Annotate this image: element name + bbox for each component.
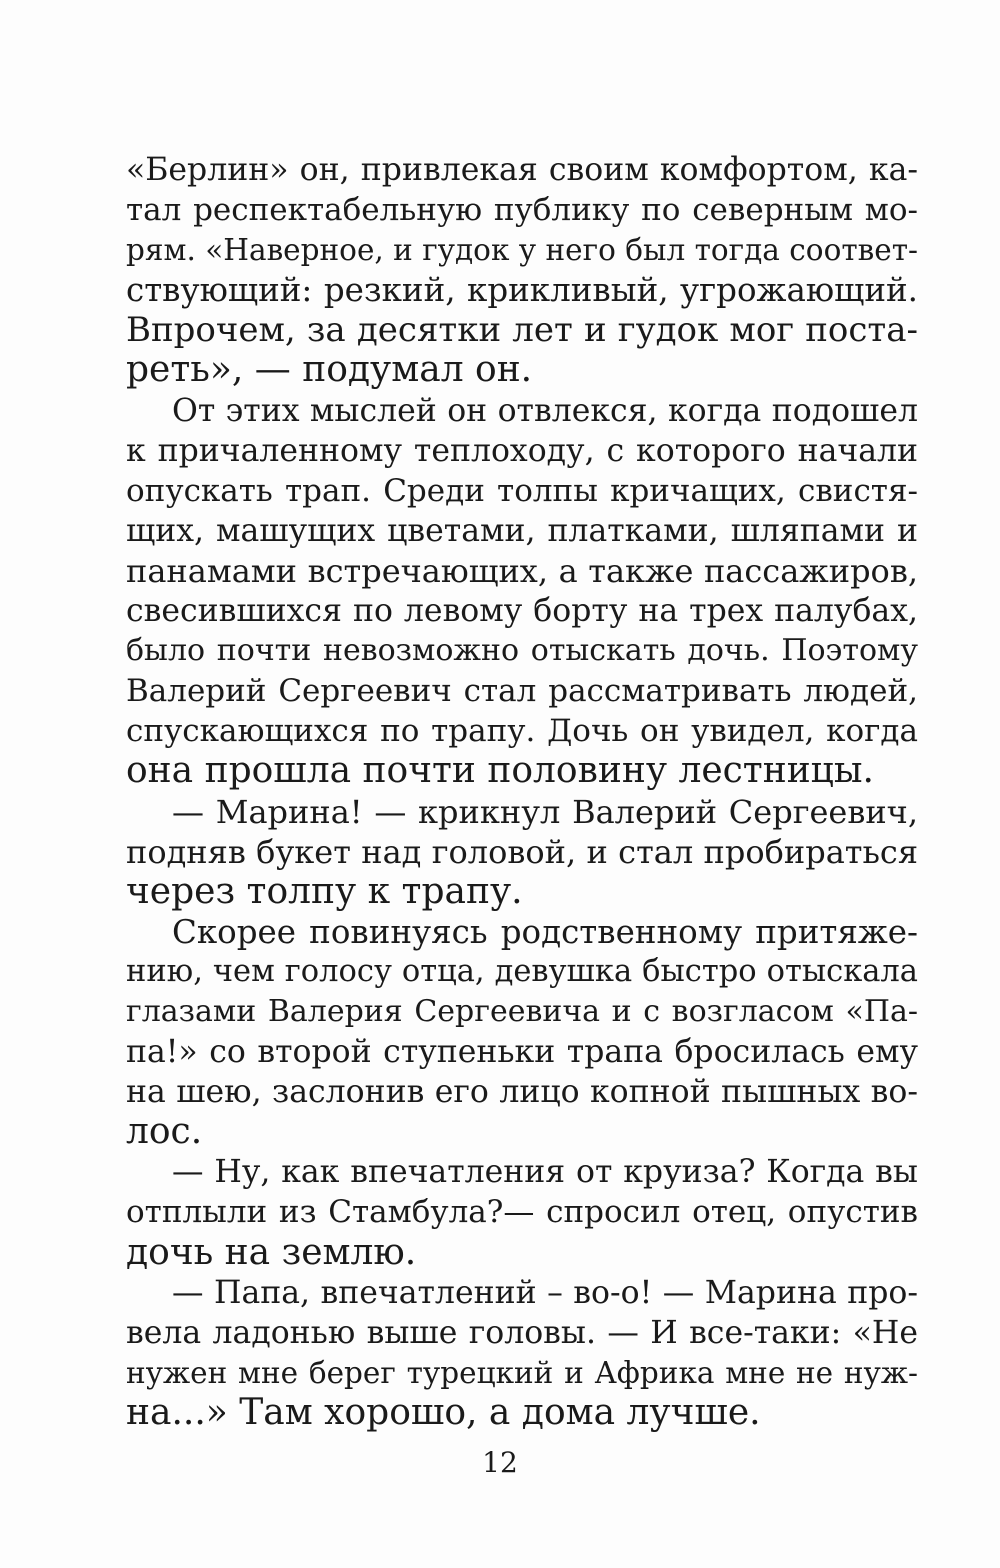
paragraph — [126, 1273, 918, 1433]
text-line: — Марина! — крикнул Валерий Сергеевич, — [172, 792, 918, 831]
text-line: лос. — [126, 1112, 203, 1153]
text-line: к причаленному теплоходу, с которого начали — [126, 432, 918, 469]
text-line: нужен мне берег турецкий и Африка мне не нуж- — [126, 1355, 918, 1390]
text-line: ствующий: резкий, крикливый, угрожающий. — [126, 271, 918, 310]
text-line: па!» со второй ступеньки трапа бросилась ему — [126, 1034, 918, 1071]
text-line: на шею, заслонив его лицо копной пышных во- — [126, 1074, 918, 1111]
paragraph — [126, 792, 918, 912]
text-line: панамами встречающих, а также пассажиров, — [126, 551, 918, 590]
text-line: Валерий Сергеевич стал рассматривать людей, — [126, 673, 918, 710]
paragraph — [126, 391, 918, 792]
paragraph — [126, 912, 918, 1153]
text-line: подняв букет над головой, и стал пробираться — [126, 832, 918, 871]
text-line: тал респектабельную публику по северным мо- — [126, 192, 918, 229]
text-line: на...» Там хорошо, а дома лучше. — [126, 1392, 761, 1433]
text-line: реть», — подумал он. — [126, 350, 533, 391]
body-text — [126, 150, 918, 1433]
text-line: щих, машущих цветами, платками, шляпами и — [126, 512, 918, 549]
text-line: Скорее повинуясь родственному притяже- — [172, 912, 918, 951]
text-line: вела ладонью выше головы. — И все-таки: «Не — [126, 1314, 918, 1351]
text-line: спускающихся по трапу. Дочь он увидел, когда — [126, 713, 918, 750]
page-number: 12 — [482, 1446, 518, 1479]
text-line: — Папа, впечатлений – во-о! — Марина про- — [172, 1274, 918, 1311]
text-line: От этих мыслей он отвлекся, когда подошел — [172, 392, 918, 429]
text-line: опускать трап. Среди толпы кричащих, свистя- — [126, 472, 918, 509]
text-line: через толпу к трапу. — [126, 871, 523, 912]
text-line: свесившихся по левому борту на трех палубах, — [126, 593, 918, 630]
text-line: — Ну, как впечатления от круиза? Когда вы — [172, 1154, 918, 1191]
text-line: нию, чем голосу отца, девушка быстро отыскала — [126, 953, 918, 989]
text-line: рям. «Наверное, и гудок у него был тогда соответ- — [126, 233, 918, 268]
text-line: дочь на землю. — [126, 1232, 417, 1273]
paragraph — [126, 1152, 918, 1272]
text-line: глазами Валерия Сергеевича и с возгласом «Па- — [126, 993, 918, 1029]
text-line: отплыли из Стамбула?— спросил отец, опустив — [126, 1194, 918, 1231]
text-line: «Берлин» он, привлекая своим комфортом, ка- — [126, 152, 918, 188]
text-line: было почти невозможно отыскать дочь. Поэтому — [126, 633, 918, 669]
paragraph — [126, 150, 918, 391]
text-line: она прошла почти половину лестницы. — [126, 751, 874, 792]
text-line: Впрочем, за десятки лет и гудок мог поста- — [126, 310, 918, 351]
